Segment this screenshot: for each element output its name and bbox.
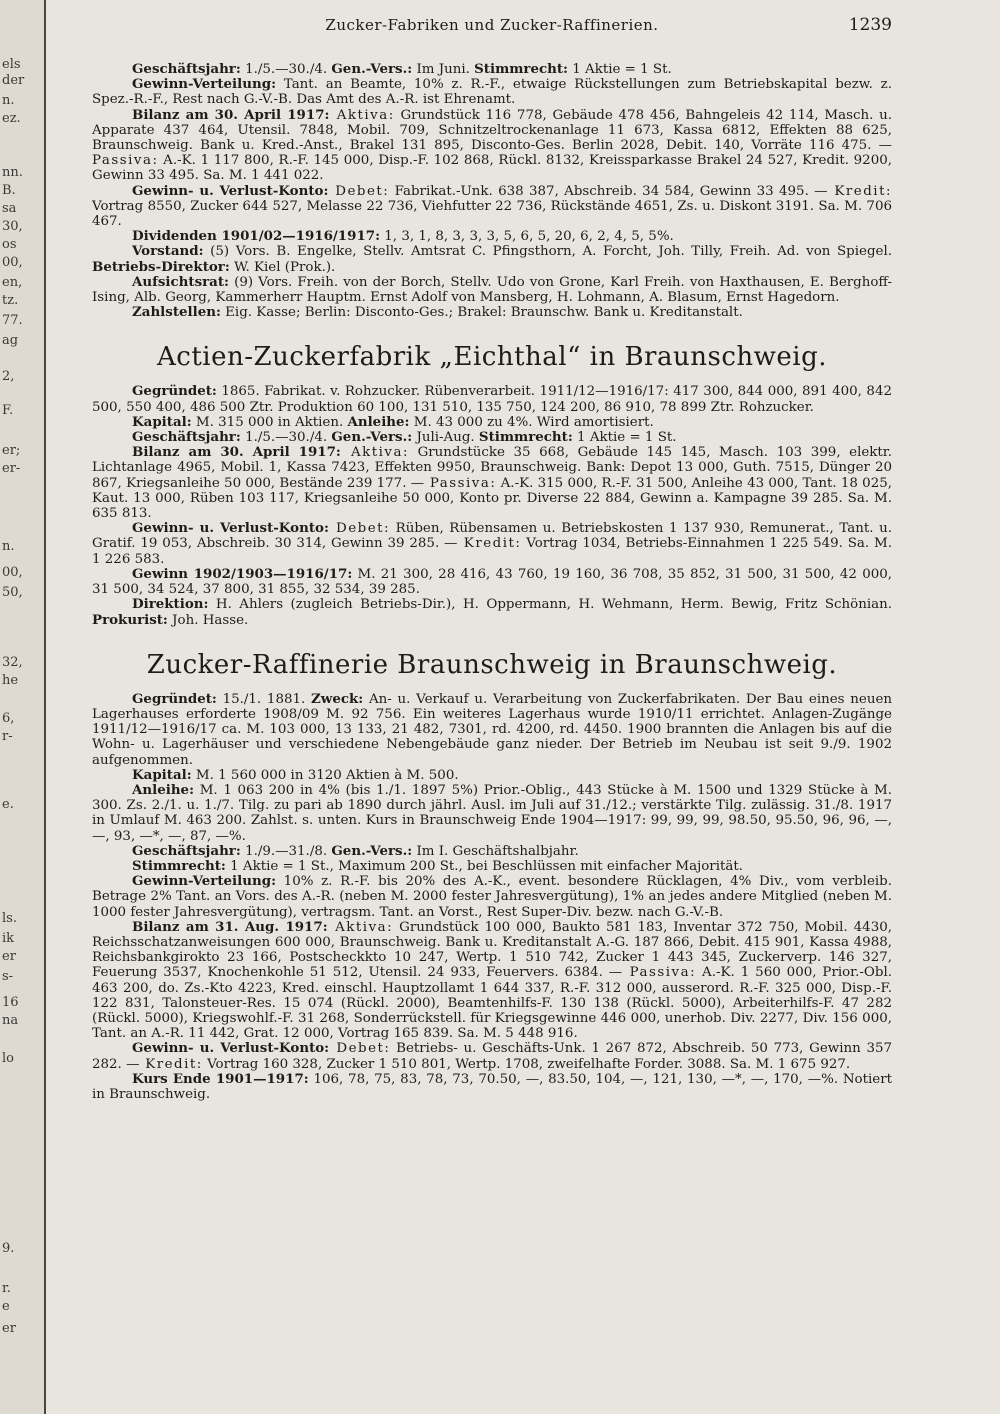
margin-fragment: er: [2, 1321, 16, 1336]
entry-text: Vortrag 8550, Zucker 644 527, Melasse 22 736, Viehfutter 22 736, Rückstände 4651, Zs. u. Diskont 3191. Sa. M. 706 467.: [92, 198, 892, 230]
margin-fragment: 6,: [2, 711, 15, 726]
margin-fragment: r.: [2, 1281, 11, 1296]
fiscal-year-entry: [92, 430, 892, 445]
entry-label: Gewinn- u. Verlust-Konto:: [132, 520, 329, 537]
margin-fragment: er: [2, 949, 16, 964]
bond-entry: [92, 783, 892, 844]
margin-fragment: n.: [2, 539, 15, 554]
entry-label: Geschäftsjahr:: [132, 429, 241, 446]
entry-label: Bilanz am 30. April 1917:: [132, 106, 330, 123]
entry-label: Vorstand:: [132, 243, 204, 260]
entry-label: Stimmrecht:: [132, 857, 226, 874]
entry-label: Zweck:: [311, 690, 364, 707]
assets-label: Aktiva:: [327, 919, 394, 935]
margin-fragment: e.: [2, 797, 14, 812]
entry-label: Kapital:: [132, 413, 192, 430]
running-head: [92, 15, 892, 38]
entry-label: Gegründet:: [132, 383, 217, 400]
credit-label: Kredit:: [827, 183, 892, 199]
entry-text: 106, 78, 75, 83, 78, 73, 70.50, —, 83.50, 104, —, 121, 130, —*, —, 170, —%. Notiert in Braunschweig.: [92, 1071, 892, 1102]
page-number: 1239: [848, 15, 892, 35]
entry-text: 1 Aktie = 1 St.: [568, 62, 672, 77]
entry-label: Direktion:: [132, 596, 209, 613]
balance-sheet-entry: [92, 445, 892, 521]
entry-text: Grundstück 100 000, Baukto 581 183, Inventar 372 750, Mobil. 4430, Reichsschatzanweisungen 600 000, Braunschweig. Bank u. Kreditanstalt A.-G. 187 866, Debit. 415 901, Kassa 4988, Reichsbankgirokto 23 166, Postscheckkto 10 247, Wertp. 1 510 742, Zucker 1 443 345, Zuckerverp. 146 327, Feuerung 3537, Knochenkohle 51 512, Utensil. 24 933, Feuervers. 6384. —: [92, 919, 892, 981]
company-heading: Actien-Zuckerfabrik „Eichthal“ in Braunschweig.: [157, 342, 827, 373]
capital-entry: [92, 768, 892, 783]
entry-label: Anleihe:: [347, 413, 410, 430]
entry-label: Prokurist:: [92, 611, 168, 628]
entry-label: Gewinn-Verteilung:: [132, 873, 277, 890]
assets-label: Aktiva:: [329, 107, 395, 123]
margin-fragment: os: [2, 237, 17, 252]
profit-loss-entry: [92, 1041, 892, 1071]
margin-fragment: nn.: [2, 165, 23, 180]
entry-text: 10% z. R.-F. bis 20% des A.-K., event. besondere Rücklagen, 4% Div., vom verbleib. Betrage 2% Tant. an Vors. des A.-R. (neben M. 2000 fester Jahresvergütung), 1% an jedes andere Mitglied (neben M. 1000 fester Jahresvergütung), vertragsm. Tant. an Vorst., Rest Super-Div. bezw. nach G.-V.-B.: [92, 874, 892, 920]
entry-label: Betriebs-Direktor:: [92, 258, 230, 275]
entry-text: 1./5.—30./4.: [240, 430, 332, 446]
entry-text: Grundstücke 35 668, Gebäude 145 145, Masch. 103 399, elektr. Lichtanlage 4965, Mobil. 1, Kassa 7423, Effekten 9950, Braunschweig. Bank: Depot 13 000, Guth. 7515, Dünger 20 867, Kriegsanleihe 50 000, Bestände 239 177. —: [92, 445, 892, 491]
entry-text: 1, 3, 1, 8, 3, 3, 3, 5, 6, 5, 20, 6, 2, 4, 5, 5%.: [380, 229, 674, 245]
margin-fragment: els: [2, 57, 21, 72]
fiscal-year-entry: [92, 844, 892, 859]
entry-label: Bilanz am 31. Aug. 1917:: [132, 918, 328, 935]
entry-label: Gen.-Vers.:: [331, 61, 413, 77]
running-title: Zucker-Fabriken und Zucker-Raffinerien.: [325, 16, 659, 34]
liabilities-label: Passiva:: [622, 965, 697, 981]
entry-text: Joh. Hasse.: [167, 612, 249, 628]
entry-text: 1 Aktie = 1 St.: [572, 430, 677, 446]
profit-loss-entry: [92, 521, 892, 567]
entry-text: Im Juni.: [412, 62, 475, 77]
entry-text: 15./1. 1881.: [216, 691, 312, 707]
entry-text: 1./9.—31./8.: [240, 843, 332, 859]
margin-fragment: 77.: [2, 313, 23, 328]
margin-fragment: er;: [2, 443, 21, 458]
margin-fragment: der: [2, 73, 25, 88]
entry-text: Juli-Aug.: [412, 430, 479, 446]
margin-fragment: sa: [2, 201, 17, 216]
margin-fragment: er-: [2, 461, 21, 476]
entry-text: Tant. an Beamte, 10% z. R.-F., etwaige Rückstellungen zum Betriebskapital bezw. z. Spez.-R.-F., Rest nach G.-V.-B. Das Amt des A.-R. ist Ehrenamt.: [92, 77, 892, 108]
voting-rights-entry: [92, 859, 892, 874]
credit-label: Kredit:: [139, 1056, 203, 1072]
margin-fragment: tz.: [2, 293, 19, 308]
entry-label: Geschäftsjahr:: [132, 61, 241, 77]
margin-fragment: s-: [2, 969, 14, 984]
paying-agents-entry: [92, 305, 892, 320]
entry-label: Gen.-Vers.:: [331, 429, 413, 446]
entry-text: Grundstück 116 778, Gebäude 478 456, Bahngeleis 42 114, Masch. u. Apparate 437 464, Utensil. 7848, Mobil. 709, Schnitzeltrockenanlage 11 673, Kassa 6812, Effekten 88 625, Braunschweig. Bank u. Kred.-Anst., Brakel 131 895, Disconto-Ges. Berlin 2028, Debit. 140, Vorräte 116 475. —: [92, 107, 892, 154]
margin-fragment: e: [2, 1299, 10, 1314]
entry-text: Vortrag 1034, Betriebs-Einnahmen 1 225 549. Sa. M. 1 226 583.: [92, 536, 892, 567]
board-entry: [92, 244, 892, 274]
founded-entry: [92, 384, 892, 414]
margin-fragment: 30,: [2, 219, 23, 234]
entry-text: Im I. Geschäftshalbjahr.: [412, 843, 579, 859]
entry-text: M. 43 000 zu 4%. Wird amortisiert.: [409, 414, 654, 430]
entry-text: W. Kiel (Prok.).: [229, 259, 336, 275]
entry-text: Vortrag 160 328, Zucker 1 510 801, Wertp. 1708, zweifelhafte Forder. 3088. Sa. M. 1 675 927.: [202, 1056, 851, 1072]
entry-label: Bilanz am 30. April 1917:: [132, 444, 341, 461]
margin-fragment: B.: [2, 183, 16, 198]
debit-label: Debet:: [328, 521, 391, 537]
adjacent-page-edge: [0, 0, 46, 1414]
entry-label: Gewinn-Verteilung:: [132, 76, 277, 93]
entry-label: Zahlstellen:: [132, 304, 221, 321]
margin-fragment: 16: [2, 995, 19, 1010]
entry-text: A.-K. 1 117 800, R.-F. 145 000, Disp.-F. 102 868, Rückl. 8132, Kreissparkasse Brakel 24 527, Kredit. 9200, Gewinn 33 495. Sa. M. 1 441 022.: [92, 153, 892, 184]
entry-label: Kurs Ende 1901—1917:: [132, 1070, 309, 1087]
entry-text: M. 21 300, 28 416, 43 760, 19 160, 36 708, 35 852, 31 500, 31 500, 42 000, 31 500, 34 524, 37 800, 31 855, 32 534, 39 285.: [92, 566, 893, 598]
margin-fragment: he: [2, 673, 19, 688]
management-entry: [92, 597, 892, 627]
entry-text: Eig. Kasse; Berlin: Disconto-Ges.; Brakel: Braunschw. Bank u. Kreditanstalt.: [220, 305, 743, 321]
margin-fragment: ik: [2, 931, 15, 946]
founded-entry: [92, 692, 892, 768]
entry-text: Fabrikat.-Unk. 638 387, Abschreib. 34 584, Gewinn 33 495. —: [389, 183, 828, 199]
capital-entry: [92, 415, 892, 430]
price-history-entry: [92, 1072, 892, 1102]
entry-text: M. 1 063 200 in 4% (bis 1./1. 1897 5%) Prior.-Oblig., 443 Stücke à M. 1500 und 1329 Stücke à M. 300. Zs. 2./1. u. 1./7. Tilg. zu pari ab 1890 durch jährl. Ausl. im Juli auf 31./12.; verstärkte Tilg. zulässig. 31./8. 1917 in Umlauf M. 463 200. Zahlst. s. unten. Kurs in Braunschweig Ende 1904—1917: 99, 99, 99, 98.50, 95.50, 96, 96, —, —, 93, —*, —, 87, —%.: [92, 782, 892, 844]
profit-loss-entry: [92, 184, 892, 230]
entry-label: Dividenden 1901/02—1916/1917:: [132, 228, 381, 245]
entry-label: Kapital:: [132, 766, 192, 783]
margin-fragment: 9.: [2, 1241, 15, 1256]
profit-history-entry: [92, 567, 892, 597]
margin-fragment: 50,: [2, 585, 23, 600]
entry-text: M. 1 560 000 in 3120 Aktien à M. 500.: [191, 767, 459, 783]
entry-label: Anleihe:: [132, 781, 195, 798]
balance-sheet-entry: [92, 108, 892, 184]
margin-fragment: 32,: [2, 655, 23, 670]
entry-label: Stimmrecht:: [478, 429, 573, 446]
entry-text: 1./5.—30./4.: [240, 62, 332, 77]
margin-fragment: ez.: [2, 111, 21, 126]
entry-label: Geschäftsjahr:: [132, 842, 241, 859]
entry-label: Gegründet:: [132, 690, 217, 707]
entry-text: 1 Aktie = 1 St., Maximum 200 St., bei Beschlüssen mit einfacher Majorität.: [225, 858, 743, 874]
dividends-entry: [92, 229, 892, 244]
margin-fragment: 00,: [2, 565, 23, 580]
debit-label: Debet:: [329, 1041, 391, 1057]
margin-fragment: r-: [2, 729, 13, 744]
entry-label: Gen.-Vers.:: [331, 842, 413, 859]
entry-label: Gewinn- u. Verlust-Konto:: [132, 1040, 330, 1057]
entry-text: (9) Vors. Freih. von der Borch, Stellv. Udo von Grone, Karl Freih. von Haxthausen, E. Berghoff-Ising, Alb. Georg, Kammerherr Hauptm. Ernst Adolf von Mansberg, H. Lohmann, A. Blasum, Ernst Hagedorn.: [92, 274, 892, 306]
supervisory-board-entry: [92, 275, 892, 305]
margin-fragment: en,: [2, 275, 23, 290]
fiscal-year-entry: [92, 62, 892, 77]
liabilities-label: Passiva:: [424, 475, 497, 491]
profit-distribution-entry: [92, 77, 892, 107]
credit-label: Kredit:: [457, 536, 522, 552]
entry-label: Stimmrecht:: [474, 61, 568, 77]
debit-label: Debet:: [328, 183, 390, 199]
balance-sheet-entry: [92, 920, 892, 1042]
entry-text: A.-K. 1 560 000, Prior.-Obl. 463 200, do. Zs.-Kto 4223, Kred. einschl. Hauptzollamt 1 644 337, R.-F. 312 000, ausserord. R.-F. 325 000, Disp.-F. 122 831, Talonsteuer-Res. 15 074 (Rückl. 2000), Beamtenhilfs-F. 130 138 (Rückl. 5000), Arbeiterhilfs-F. 47 282 (Rückl. 5000), Kriegswohlf.-F. 31 268, Sonderrückstell. für Kriegsgewinne 446 000, unerhob. Div. 2277, Div. 156 000, Tant. an A.-R. 11 442, Grat. 12 000, Vortrag 165 839. Sa. M. 5 448 916.: [92, 965, 892, 1042]
margin-fragment: na: [2, 1013, 19, 1028]
entry-text: M. 315 000 in Aktien.: [191, 414, 348, 430]
entry-text: H. Ahlers (zugleich Betriebs-Dir.), H. Oppermann, H. Wehmann, Herm. Bewig, Fritz Schönian.: [208, 597, 892, 613]
liabilities-label: Passiva:: [92, 153, 159, 169]
assets-label: Aktiva:: [340, 445, 409, 461]
margin-fragment: lo: [2, 1051, 14, 1066]
profit-distribution-entry: [92, 874, 892, 920]
margin-fragment: ag: [2, 333, 19, 348]
book-page: [92, 15, 893, 1102]
entry-text: 1865. Fabrikat. v. Rohzucker. Rübenverarbeit. 1911/12—1916/17: 417 300, 844 000, 891 400, 842 500, 550 400, 486 500 Ztr. Produktion 60 100, 131 510, 135 750, 124 200, 86 910, 78 899 Ztr. Rohzucker.: [92, 384, 892, 415]
margin-fragment: ls.: [2, 911, 17, 926]
entry-text: A.-K. 315 000, R.-F. 31 500, Anleihe 43 000, Tant. 18 025, Kaut. 13 000, Rüben 103 117, Kriegsanleihe 50 000, Konto pr. Diverse 22 884, Gewinn a. Kampagne 39 285. Sa. M. 635 813.: [92, 475, 892, 522]
entry-label: Gewinn- u. Verlust-Konto:: [132, 182, 329, 199]
entry-text: An- u. Verkauf u. Verarbeitung von Zuckerfabrikaten. Der Bau eines neuen Lagerhauses erforderte 1908/09 M. 92 756. Ein weiteres Lagerhaus wurde 1910/11 errichtet. Anlagen-Zugänge 1911/12—1916/17 ca. M. 103 000, 13 133, 21 482, 7301, rd. 4200, rd. 4450. 1900 brannten die Anlagen bis auf die Wohn- u. Lagerhäuser und verschiedene Nebengebäude ganz nieder. Der Betrieb im Neubau ist seit 9./9. 1902 aufgenommen.: [92, 691, 893, 768]
entry-label: Gewinn 1902/1903—1916/17:: [132, 565, 353, 582]
margin-fragment: 00,: [2, 255, 23, 270]
company-heading: Zucker-Raffinerie Braunschweig in Braunschweig.: [146, 649, 838, 680]
entry-label: Aufsichtsrat:: [132, 273, 229, 290]
margin-fragment: F.: [2, 403, 14, 418]
entry-text: Rüben, Rübensamen u. Betriebskosten 1 137 930, Remunerat., Tant. u. Gratif. 19 053, Abschreib. 30 314, Gewinn 39 285. —: [92, 521, 892, 552]
margin-fragment: n.: [2, 93, 15, 108]
entry-text: (5) Vors. B. Engelke, Stellv. Amtsrat C. Pfingsthorn, A. Forcht, Joh. Tilly, Freih. Ad. von Spiegel.: [203, 244, 892, 260]
margin-fragment: 2,: [2, 369, 15, 384]
entry-text: Betriebs- u. Geschäfts-Unk. 1 267 872, Abschreib. 50 773, Gewinn 357 282. —: [92, 1041, 892, 1072]
